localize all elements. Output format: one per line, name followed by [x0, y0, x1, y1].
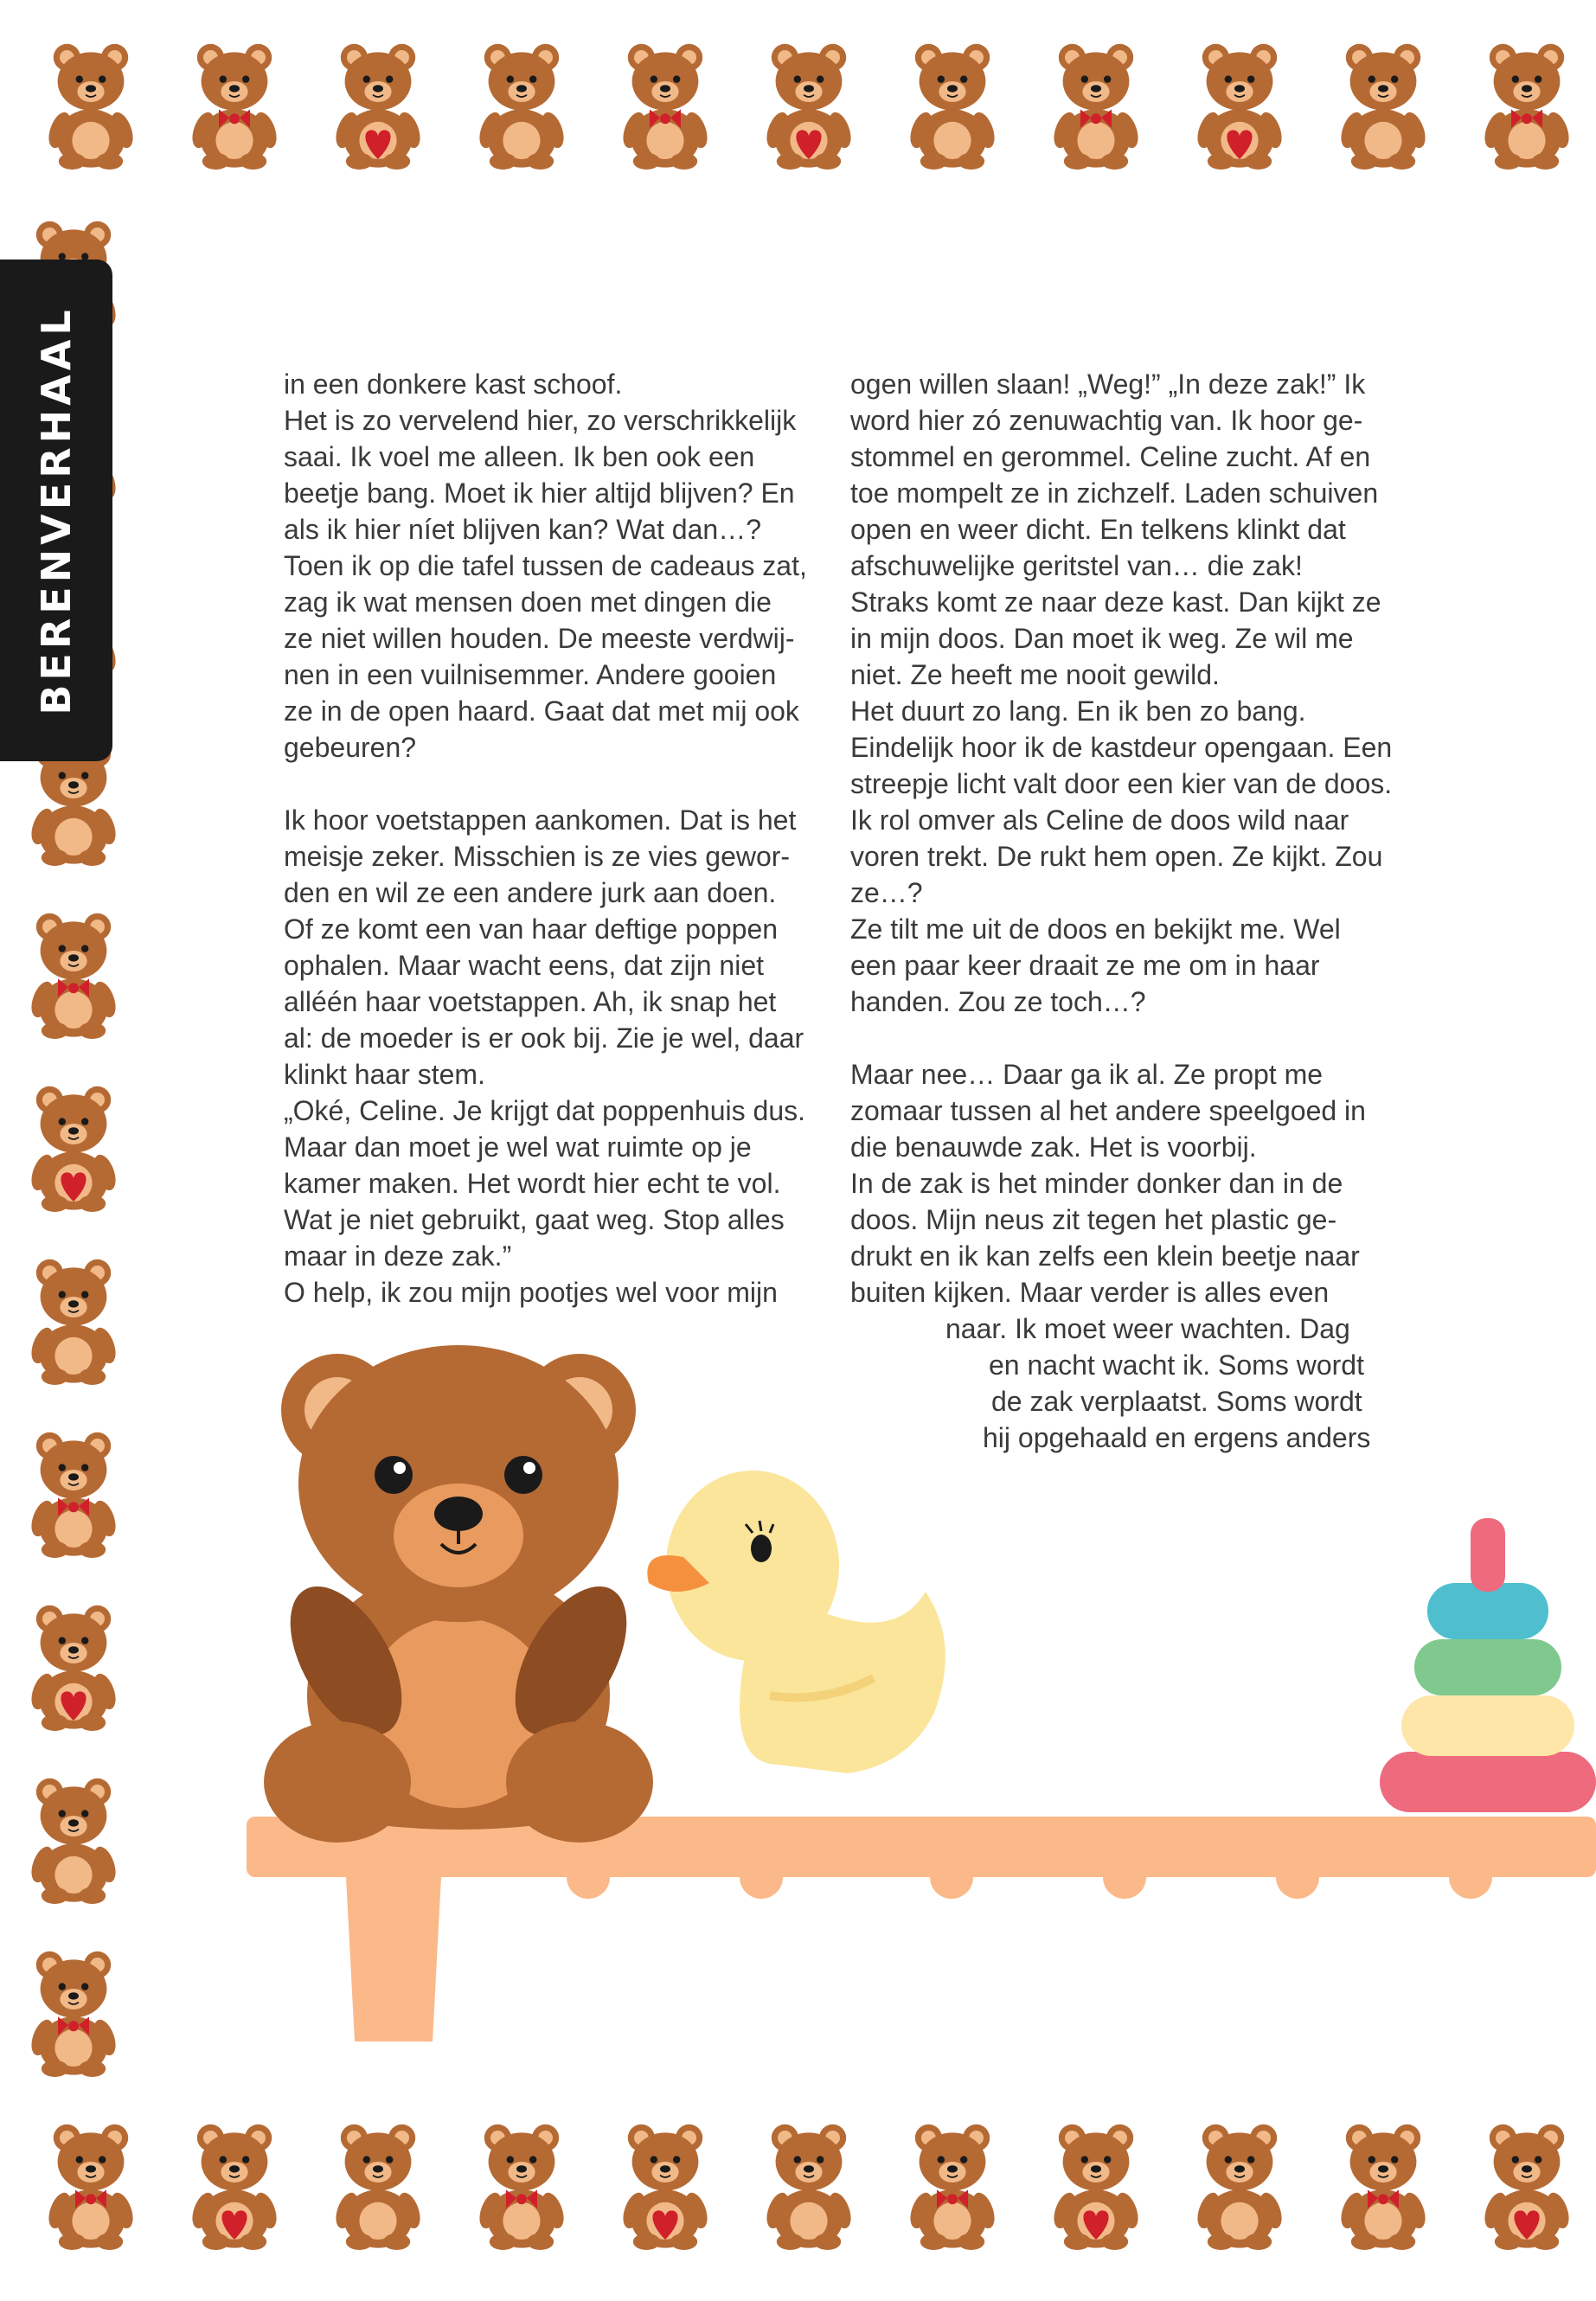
story-line: ze…? [850, 877, 923, 908]
story-line: „Oké, Celine. Je krijgt dat poppenhuis dus. [284, 1095, 805, 1126]
bear-border-icon [1475, 35, 1579, 173]
bear-border-icon [22, 1596, 125, 1734]
story-line: meisje zeker. Misschien is ze vies gewor- [284, 841, 791, 872]
story-line: beetje bang. Moet ik hier altijd blijven? En [284, 478, 795, 509]
bear-border-icon [757, 2115, 861, 2253]
story-line [284, 766, 807, 802]
story-line: Ik rol omver als Celine de doos wild naar [850, 804, 1349, 836]
bear-border-icon [326, 2115, 430, 2253]
story-line: in mijn doos. Dan moet ik weg. Ze wil me [850, 623, 1354, 654]
section-label: BERENVERHAAL [33, 305, 80, 715]
story-line: ophalen. Maar wacht eens, dat zijn niet [284, 950, 764, 981]
bear-border-icon [613, 2115, 717, 2253]
story-line: in een donkere kast schoof. [284, 369, 623, 400]
bear-border-icon [470, 2115, 574, 2253]
story-line: zomaar tussen al het andere speelgoed in [850, 1095, 1366, 1126]
bear-border-icon [1331, 2115, 1435, 2253]
story-line: klinkt haar stem. [284, 1059, 485, 1090]
story-line: Ze tilt me uit de doos en bekijkt me. Wel [850, 913, 1341, 945]
story-line: niet. Ze heeft me nooit gewild. [850, 659, 1220, 690]
story-line: Eindelijk hoor ik de kastdeur opengaan. Een [850, 732, 1393, 763]
story-line: ze in de open haard. Gaat dat met mij ook [284, 695, 799, 727]
bear-border-icon [901, 2115, 1004, 2253]
toy-shelf-illustration [242, 1332, 1596, 2050]
story-line: buiten kijken. Maar verder is alles even [850, 1277, 1330, 1308]
story-line: doos. Mijn neus zit tegen het plastic ge- [850, 1204, 1337, 1235]
story-line: ogen willen slaan! „Weg!” „In deze zak!” Ik [850, 369, 1366, 400]
story-line: kamer maken. Het wordt hier echt te vol. [284, 1168, 781, 1199]
story-line: Of ze komt een van haar deftige poppen [284, 913, 779, 945]
story-line: al: de moeder is er ook bij. Zie je wel, daar [284, 1022, 804, 1054]
bear-border-icon [326, 35, 430, 173]
story-line: In de zak is het minder donker dan in de [850, 1168, 1343, 1199]
story-line: Het is zo vervelend hier, zo verschrikkelijk [284, 405, 797, 436]
bear-border-icon [901, 35, 1004, 173]
bear-border-icon [22, 1250, 125, 1388]
shelf [247, 1817, 1596, 2041]
story-line: die benauwde zak. Het is voorbij. [850, 1131, 1257, 1163]
story-line: stommel en gerommel. Celine zucht. Af en [850, 441, 1371, 472]
rubber-duck-illustration [647, 1471, 945, 1773]
stacking-rings-illustration [1380, 1518, 1596, 1812]
story-line: open en weer dicht. En telkens klinkt dat [850, 514, 1346, 545]
story-line: afschuwelijke geritstel van… die zak! [850, 550, 1303, 581]
bear-border-icon [22, 1423, 125, 1561]
story-line: als ik hier níet blijven kan? Wat dan…? [284, 514, 761, 545]
bear-border-icon [1188, 2115, 1292, 2253]
story-line: een paar keer draait ze me om in haar [850, 950, 1320, 981]
story-line: Het duurt zo lang. En ik ben zo bang. [850, 695, 1306, 727]
story-line: maar in deze zak.” [284, 1240, 512, 1272]
bear-border-icon [22, 1077, 125, 1215]
story-line: nen in een vuilnisemmer. Andere gooien [284, 659, 777, 690]
story-line: word hier zó zenuwachtig van. Ik hoor ge- [850, 405, 1363, 436]
bear-border-icon [39, 2115, 143, 2253]
story-line: Maar dan moet je wel wat ruimte op je [284, 1131, 752, 1163]
bear-border-icon [39, 35, 143, 173]
bear-border-icon [470, 35, 574, 173]
bear-border-icon [757, 35, 861, 173]
story-line: streepje licht valt door een kier van de doos. [850, 768, 1393, 799]
story-line: hij opgehaald en ergens anders [983, 1422, 1371, 1453]
teddy-bear-illustration [264, 1345, 653, 1843]
story-line: den en wil ze een andere jurk aan doen. [284, 877, 777, 908]
bear-border-icon [183, 35, 286, 173]
story-column-right [850, 366, 1392, 1456]
bear-border-icon [22, 904, 125, 1042]
story-column-left [284, 366, 807, 1311]
bear-border-icon [183, 2115, 286, 2253]
bear-border-icon [1044, 35, 1148, 173]
story-line: Toen ik op die tafel tussen de cadeaus zat, [284, 550, 807, 581]
story-line: alléén haar voetstappen. Ah, ik snap het [284, 986, 777, 1017]
story-line: Wat je niet gebruikt, gaat weg. Stop alles [284, 1204, 785, 1235]
story-line: Maar nee… Daar ga ik al. Ze propt me [850, 1059, 1324, 1090]
story-line: naar. Ik moet weer wachten. Dag [945, 1313, 1350, 1344]
story-line: O help, ik zou mijn pootjes wel voor mijn [284, 1277, 778, 1308]
story-line: drukt en ik kan zelfs een klein beetje naar [850, 1240, 1360, 1272]
story-line: voren trekt. De rukt hem open. Ze kijkt. Zou [850, 841, 1383, 872]
story-line: Ik hoor voetstappen aankomen. Dat is het [284, 804, 797, 836]
story-line: de zak verplaatst. Soms wordt [991, 1386, 1362, 1417]
bear-border-icon [1331, 35, 1435, 173]
bear-border-icon [1475, 2115, 1579, 2253]
bear-border-icon [1044, 2115, 1148, 2253]
story-line: zag ik wat mensen doen met dingen die [284, 586, 772, 618]
bear-border-icon [613, 35, 717, 173]
story-line: gebeuren? [284, 732, 417, 763]
bear-border-icon [1188, 35, 1292, 173]
story-line: ze niet willen houden. De meeste verdwij- [284, 623, 795, 654]
story-line: toe mompelt ze in zichzelf. Laden schuiven [850, 478, 1379, 509]
bear-border-icon [22, 1769, 125, 1907]
story-line [850, 1020, 1392, 1056]
story-line: en nacht wacht ik. Soms wordt [989, 1349, 1364, 1381]
story-line: Straks komt ze naar deze kast. Dan kijkt ze [850, 586, 1381, 618]
bear-border-icon [22, 1942, 125, 2080]
story-line: handen. Zou ze toch…? [850, 986, 1146, 1017]
story-line: saai. Ik voel me alleen. Ik ben ook een [284, 441, 755, 472]
